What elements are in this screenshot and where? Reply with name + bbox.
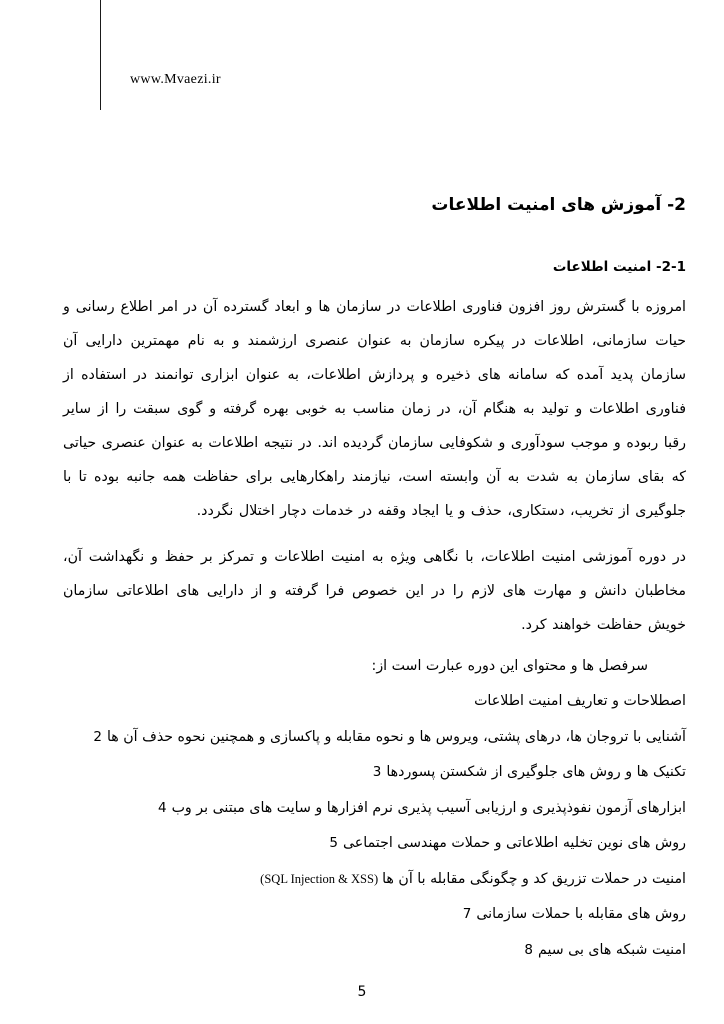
section-heading: 2- آموزش های امنیت اطلاعات — [431, 195, 686, 215]
list-item-number: 5 — [329, 835, 338, 851]
list-item-text: امنیت شبکه های بی سیم — [538, 941, 686, 958]
list-item — [63, 897, 686, 933]
list-item-text: روش های نوین تخلیه اطلاعاتی و حملات مهندسی اجتماعی — [342, 835, 686, 851]
page-content — [63, 0, 686, 968]
list-item — [63, 720, 686, 756]
list-intro: سرفصل ها و محتوای این دوره عبارت است از: — [371, 658, 648, 674]
body-paragraph-1: امروزه با گسترش روز افزون فناوری اطلاعات در سازمان ها و ابعاد گسترده آن در امر اطلاع رسانی و حیات سازمانی، اطلاعات در پیکره سازمان به عنوان عنصری ارزشمند و به نام مهمترین دارایی آن سازمان پدید آمده که سامانه های ذخیره و پردازش اطلاعات، به عنوان ابزاری توانمند در استفاده از فناوری اطلاعات و تولید به هنگام آن، در زمان مناسب به خوبی بهره گرفته و گوی سبقت را از سایر رقبا ربوده و موجب سودآوری و شکوفایی سازمان گردیده اند. در نتیجه اطلاعات به عنوان عنصری حیاتی که بقای سازمان به شدت به آن وابسته است، نیازمند راهکارهایی برای حفاظت همه جانبه بوده تا با جلوگیری از تخریب، دستکاری، حذف و یا ایجاد وقفه در خدمات دچار اختلال نگردد. — [63, 299, 686, 519]
page-number: 5 — [357, 984, 367, 1000]
site-url: www.Mvaezi.ir — [130, 72, 221, 87]
list-item-text: روش های مقابله با حملات سازمانی — [476, 906, 686, 922]
list-item-text: اصطلاحات و تعاریف امنیت اطلاعات — [474, 693, 686, 709]
list-item — [63, 791, 686, 827]
list-item — [63, 933, 686, 969]
list-item — [63, 684, 686, 720]
list-item — [63, 755, 686, 791]
list-item-number: 4 — [157, 799, 167, 816]
body-paragraph-2: در دوره آموزشی امنیت اطلاعات، با نگاهی ویژه به امنیت اطلاعات و تمرکز بر حفظ و نگهداشت آن، مخاطبان دانش و مهارت های لازم را در این خصوص فرا گرفته و از دارایی های اطلاعاتی سازمان خویش حفاظت خواهند کرد. — [63, 549, 686, 633]
list-item-text: امنیت در حملات تزریق کد و چگونگی مقابله با آن ها — [382, 870, 686, 887]
list-item-text: ابزارهای آزمون نفوذپذیری و ارزیابی آسیب پذیری نرم افزارها و سایت های مبتنی بر وب — [171, 799, 686, 816]
list-item-number: 3 — [372, 764, 382, 780]
list-item-number: 8 — [524, 941, 534, 958]
sql-xss-label: (SQL Injection & XSS) — [260, 871, 379, 886]
topics-list — [63, 684, 686, 968]
list-item-number: 2 — [93, 728, 102, 745]
list-item — [63, 826, 686, 862]
subsection-heading: 2-1- امنیت اطلاعات — [552, 259, 686, 275]
list-item-number: 7 — [462, 906, 472, 922]
list-item-text: آشنایی با تروجان ها، درهای پشتی، ویروس ها و نحوه مقابله و پاکسازی و همچنین نحوه حذف آن ها — [106, 728, 686, 745]
list-item-text: تکنیک ها و روش های جلوگیری از شکستن پسوردها — [386, 764, 686, 780]
list-item — [63, 862, 686, 898]
